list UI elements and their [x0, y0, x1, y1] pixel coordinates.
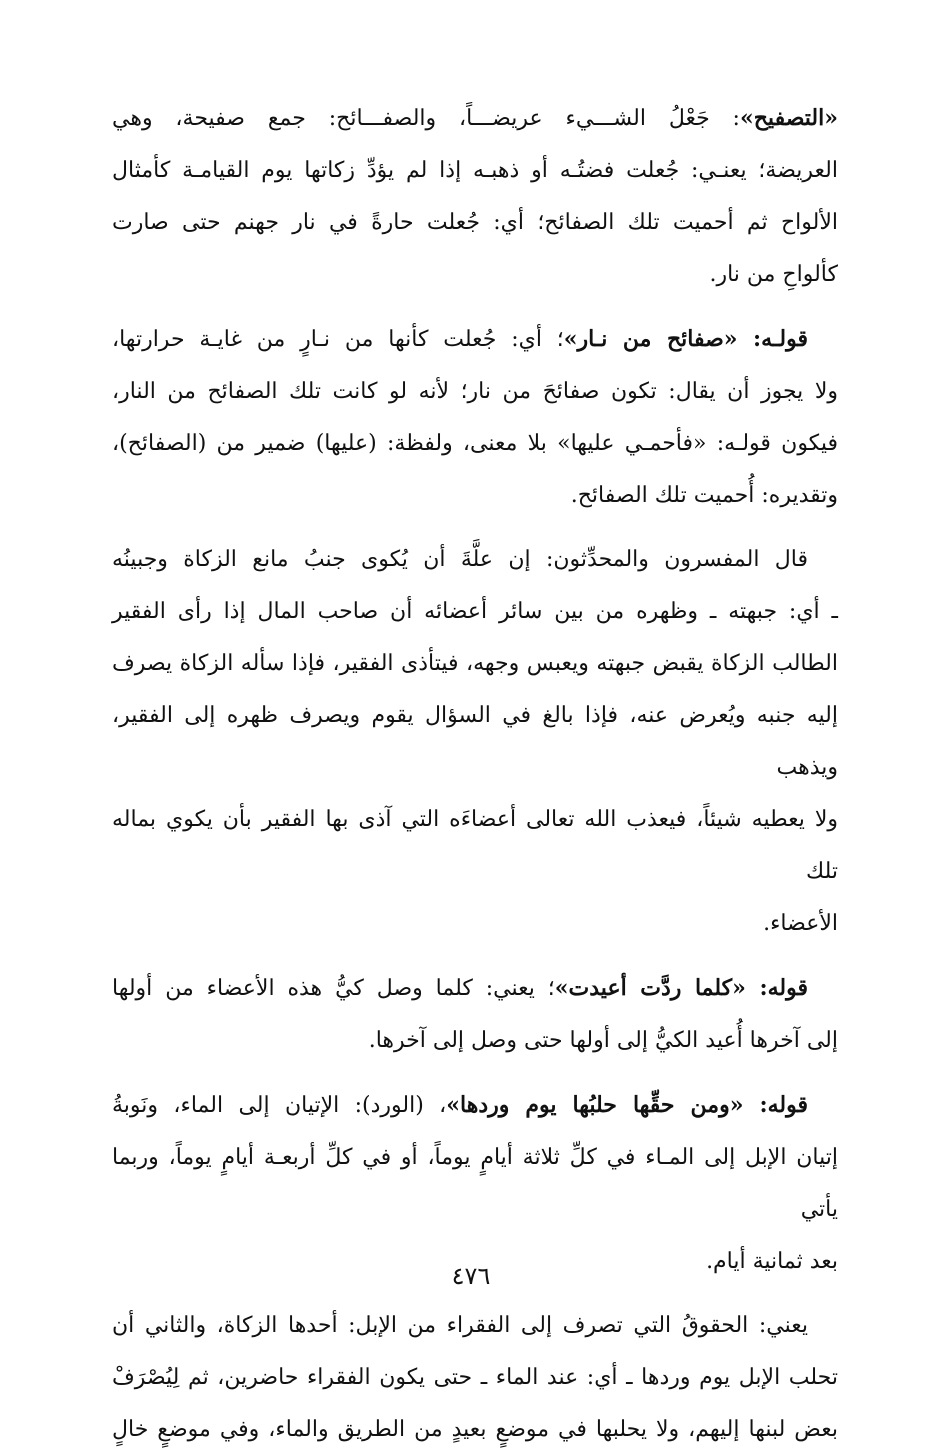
text-line [112, 586, 838, 638]
text-line [112, 962, 838, 1015]
line-text: بعد ثمانية أيام. [706, 1249, 838, 1274]
text-line [112, 1300, 838, 1352]
line-text: الألواح ثم أحميت تلك الصفائح؛ أي: جُعلت حارةً في نار جهنم حتى صارت [112, 210, 838, 235]
line-text: إليه جنبه ويُعرض عنه، فإذا بالغ في السؤال يقوم ويصرف ظهره إلى الفقير، ويذهب [112, 703, 838, 780]
text-line [112, 145, 838, 197]
bold-term: قولـه: «صفائح من نـار» [563, 326, 809, 352]
line-text: بعض لبنها إليهم، ولا يحلبها في موضعٍ بعيدٍ من الطريق والماء، وفي موضعٍ خالٍ [112, 1417, 838, 1442]
text-line [112, 690, 838, 794]
bold-term: قوله: «ومن حقِّها حلبُها يوم وردها» [446, 1092, 808, 1118]
line-text: إلى آخرها أُعيد الكيُّ إلى أولها حتى وصل إلى آخرها. [368, 1028, 838, 1053]
bold-term: قوله: «كلما ردَّت أعيدت» [554, 975, 808, 1001]
line-text: الأعضاء. [763, 911, 838, 936]
line-text: يعني: الحقوقُ التي تصرف إلى الفقراء من الإبل: أحدها الزكاة، والثاني أن [112, 1313, 808, 1338]
line-text: ؛ أي: جُعلت كأنها من نـارٍ من غايـة حرارتها، [112, 327, 564, 352]
line-text: كألواحِ من نار. [709, 262, 838, 287]
line-text: إتيان الإبل إلى المـاء في كلِّ ثلاثة أيامٍ يوماً، أو في كلِّ أربعـة أيامٍ يوماً، وربما يأتي [112, 1145, 838, 1222]
page-number: ٤٧٦ [451, 1262, 491, 1290]
line-text: الطالب الزكاة يقبض جبهته ويعبس وجهه، فيتأذى الفقير، فإذا سأله الزكاة يصرف [112, 651, 838, 676]
line-text: ، (الورد): الإتيان إلى الماء، ونَوبةُ [112, 1093, 447, 1118]
page-body [112, 92, 838, 1456]
text-line [112, 313, 838, 366]
text-line [112, 898, 838, 950]
text-line [112, 1404, 838, 1456]
paragraph-kullama [112, 962, 838, 1067]
text-line [112, 1015, 838, 1067]
line-text: فيكون قولـه: «فأحمـي عليها» بلا معنى، ولفظة: (عليها) ضمير من (الصفائح)، [112, 431, 838, 456]
text-line [112, 249, 838, 301]
paragraph-huquq [112, 1300, 838, 1456]
text-line [112, 470, 838, 522]
paragraph-tasfih [112, 92, 838, 301]
paragraph-haqqiha [112, 1079, 838, 1288]
line-text: ولا يعطيه شيئاً، فيعذب الله تعالى أعضاءَه التي آذى بها الفقير بأن يكوي بماله تلك [112, 807, 838, 884]
line-text: العريضة؛ يعنـي: جُعلت فضتُـه أو ذهبـه إذا لم يؤدِّ زكاتها يوم القيامـة كأمثال [112, 158, 838, 183]
text-line [112, 1079, 838, 1132]
line-text: قال المفسرون والمحدِّثون: إن علَّةَ أن يُكوى جنبُ مانع الزكاة وجبينُه [112, 547, 808, 572]
text-line [112, 1352, 838, 1404]
line-text: ـ أي: جبهته ـ وظهره من بين سائر أعضائه أن صاحب المال إذا رأى الفقير [112, 599, 838, 624]
paragraph-mufassirun [112, 534, 838, 950]
line-text: ؛ يعني: كلما وصل كيُّ هذه الأعضاء من أولها [112, 976, 555, 1001]
line-text: : جَعْلُ الشـــيء عريضـــاً، والصفـــائح: جمع صفيحة، وهي [112, 106, 740, 131]
bold-term: «التصفيح» [739, 105, 838, 131]
line-text: تحلب الإبل يوم وردها ـ أي: عند الماء ـ حتى يكون الفقراء حاضرين، ثم لِيُصْرَفْ [112, 1365, 838, 1390]
text-line [112, 638, 838, 690]
text-line [112, 794, 838, 898]
text-line [112, 1132, 838, 1236]
line-text: ولا يجوز أن يقال: تكون صفائحَ من نار؛ لأنه لو كانت تلك الصفائح من النار، [112, 379, 838, 404]
text-line [112, 534, 838, 586]
text-line [112, 418, 838, 470]
line-text: وتقديره: أُحميت تلك الصفائح. [570, 483, 838, 508]
text-line [112, 92, 838, 145]
text-line [112, 366, 838, 418]
text-line [112, 197, 838, 249]
paragraph-safaih [112, 313, 838, 522]
